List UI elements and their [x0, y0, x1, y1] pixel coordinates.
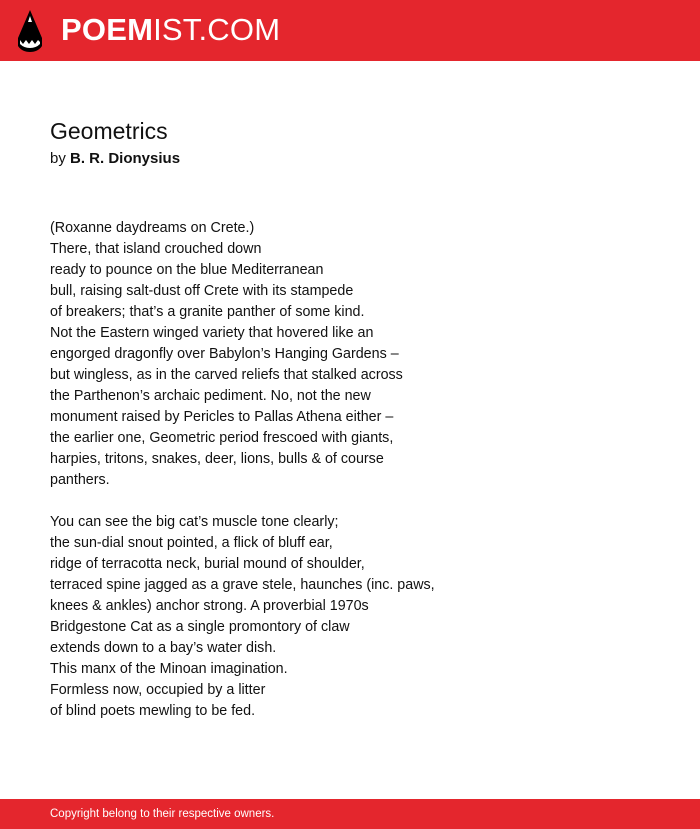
poem-line: the earlier one, Geometric period frescoed with giants, [50, 430, 394, 446]
logo-brand-light: IST.COM [153, 12, 281, 47]
poem-stanza-1 [50, 218, 670, 491]
poem-line: monument raised by Pericles to Pallas Athena either – [50, 409, 394, 425]
poem-line: ridge of terracotta neck, burial mound of shoulder, [50, 556, 365, 572]
site-footer [0, 799, 700, 829]
poem-line: (Roxanne daydreams on Crete.) [50, 220, 255, 236]
poem-line: of blind poets mewling to be fed. [50, 703, 256, 719]
poem-line: engorged dragonfly over Babylon’s Hanging Gardens – [50, 346, 399, 362]
logo-brand-bold: POEM [61, 12, 154, 47]
copyright-notice: Copyright belong to their respective owners. [50, 808, 275, 820]
poem-line: bull, raising salt-dust off Crete with its stampede [50, 283, 354, 299]
poem-title: Geometrics [50, 118, 168, 144]
poem-line: terraced spine jagged as a grave stele, haunches (inc. paws, [50, 577, 435, 593]
poem-author: B. R. Dionysius [70, 150, 181, 167]
poem-line: Not the Eastern winged variety that hovered like an [50, 325, 374, 341]
poem-line: Formless now, occupied by a litter [50, 682, 266, 698]
site-header [0, 0, 700, 61]
poem-line: You can see the big cat’s muscle tone clearly; [50, 514, 339, 530]
poem-line: Bridgestone Cat as a single promontory of claw [50, 619, 350, 635]
poem-line: but wingless, as in the carved reliefs that stalked across [50, 367, 403, 383]
poem-line: of breakers; that’s a granite panther of some kind. [50, 304, 365, 320]
poem-byline [50, 148, 180, 169]
pencil-tip-icon[interactable] [18, 10, 42, 52]
poem-line: the Parthenon’s archaic pediment. No, not the new [50, 388, 371, 404]
poem-line: ready to pounce on the blue Mediterranean [50, 262, 324, 278]
poem-line: knees & ankles) anchor strong. A proverbial 1970s [50, 598, 369, 614]
poem-line: This manx of the Minoan imagination. [50, 661, 288, 677]
poem-line: the sun-dial snout pointed, a flick of bluff ear, [50, 535, 333, 551]
byline-prefix: by [50, 150, 66, 167]
poem-stanza-2 [50, 512, 670, 722]
poem-line: There, that island crouched down [50, 241, 262, 257]
site-logo[interactable] [61, 12, 280, 48]
poem-line: extends down to a bay’s water dish. [50, 640, 277, 656]
poem-line: harpies, tritons, snakes, deer, lions, bulls & of course [50, 451, 384, 467]
poem-line: panthers. [50, 472, 110, 488]
poem-body [50, 218, 670, 743]
